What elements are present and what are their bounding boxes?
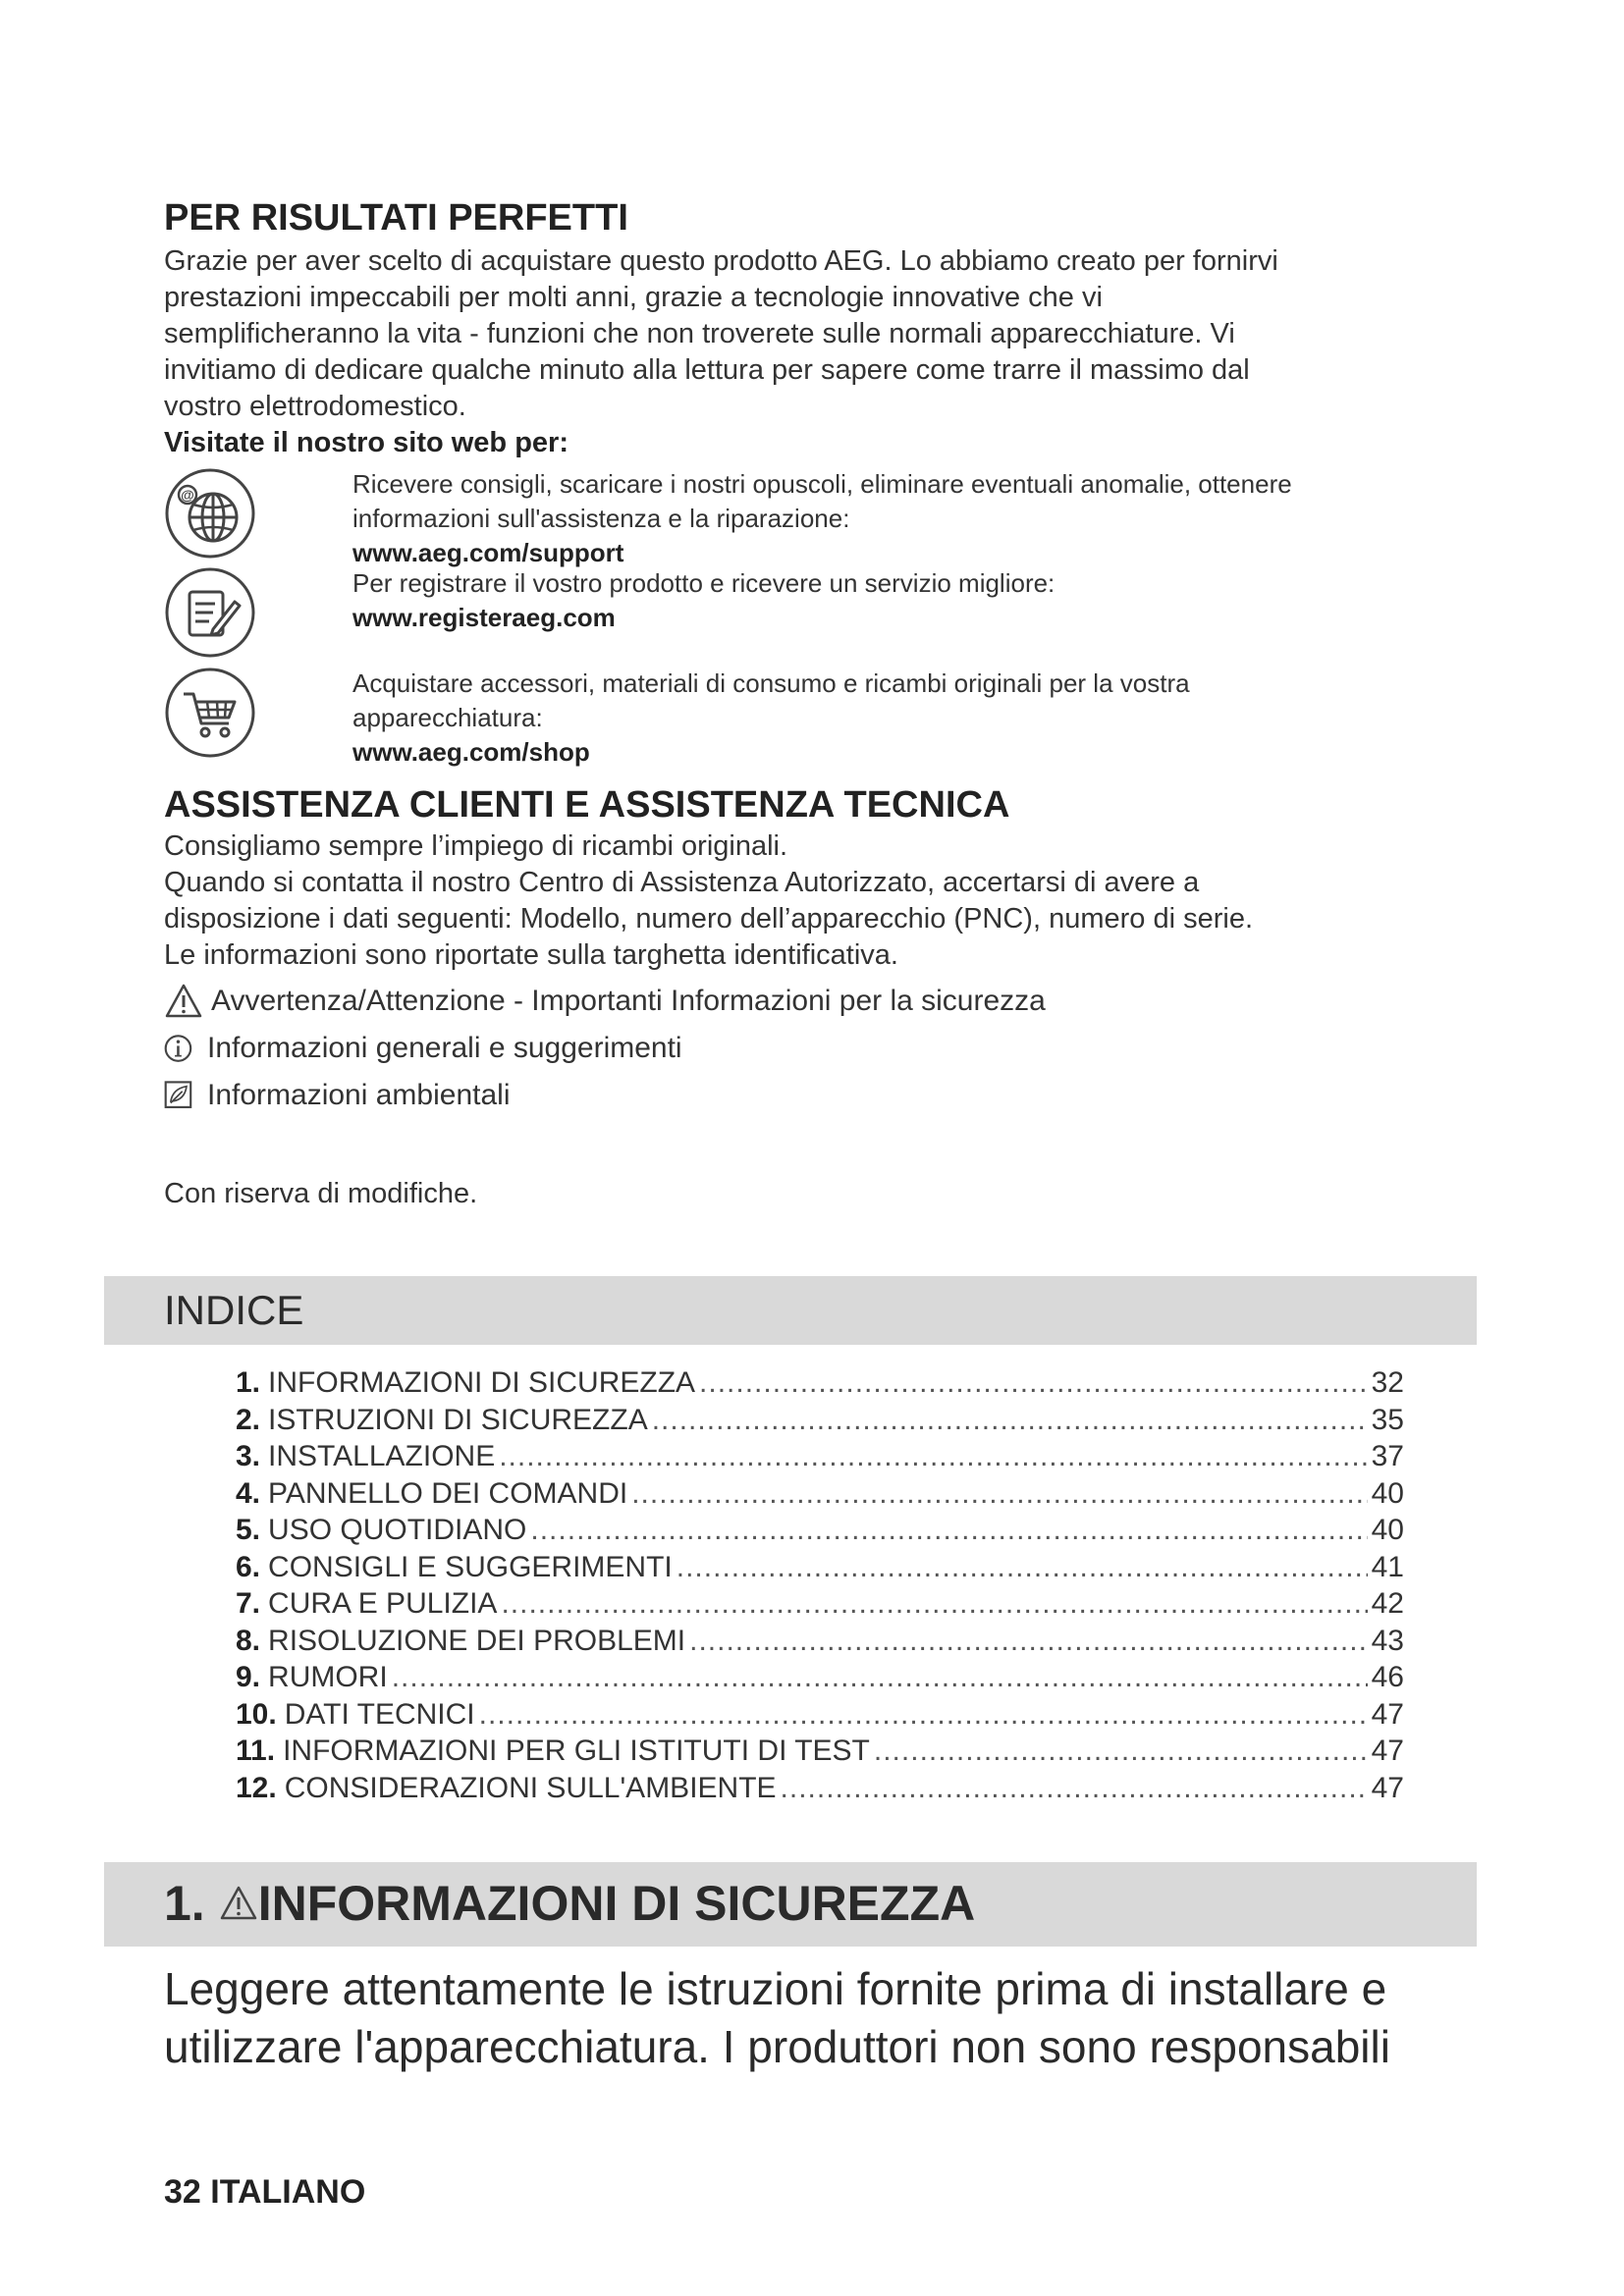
- web-item-shop-line-2: apparecchiatura:: [352, 703, 543, 732]
- service-paragraph-line-2: Quando si contatta il nostro Centro di Assistenza Autorizzato, accertarsi di avere a: [164, 867, 1200, 898]
- toc-entry[interactable]: [236, 1770, 1404, 1807]
- toc-entry-number: 10.: [236, 1697, 277, 1731]
- toc-leader-dots: [677, 1549, 1368, 1586]
- info-icon: [164, 1032, 197, 1065]
- toc-entry-page: 46: [1371, 1661, 1404, 1693]
- toc-entry-number: 9.: [236, 1661, 261, 1693]
- register-form-icon: [164, 566, 256, 659]
- toc-entry[interactable]: [236, 1549, 1404, 1586]
- web-item-shop: [164, 667, 1470, 770]
- toc-entry[interactable]: [236, 1696, 1404, 1734]
- toc-entry-number: 6.: [236, 1550, 261, 1583]
- toc-leader-dots: [530, 1512, 1367, 1549]
- toc-entry-number: 12.: [236, 1771, 277, 1804]
- toc-entry-label: CONSIDERAZIONI SULL'AMBIENTE: [284, 1771, 777, 1804]
- toc-leader-dots: [652, 1402, 1368, 1439]
- toc-leader-dots: [689, 1623, 1368, 1660]
- legend-warning-text: Avvertenza/Attenzione - Importanti Informazioni per la sicurezza: [211, 985, 1046, 1017]
- environment-leaf-icon: [164, 1079, 197, 1112]
- results-paragraph-line-4: invitiamo di dedicare qualche minuto alla lettura per sapere come trarre il massimo dal: [164, 354, 1250, 386]
- toc-entry[interactable]: [236, 1623, 1404, 1660]
- safety-lead-paragraph: [164, 1960, 1480, 2076]
- toc-entry-number: 8.: [236, 1624, 261, 1657]
- support-link[interactable]: www.aeg.com/support: [352, 538, 624, 567]
- toc-leader-dots: [392, 1659, 1368, 1696]
- service-title: ASSISTENZA CLIENTI E ASSISTENZA TECNICA: [164, 784, 1010, 826]
- toc-entry-number: 4.: [236, 1476, 261, 1510]
- results-paragraph-line-1: Grazie per aver scelto di acquistare questo prodotto AEG. Lo abbiamo creato per fornirvi: [164, 245, 1278, 277]
- results-paragraph-line-5: vostro elettrodomestico.: [164, 391, 466, 422]
- toc-entry-label: USO QUOTIDIANO: [268, 1514, 527, 1546]
- toc-entry[interactable]: [236, 1438, 1404, 1475]
- service-paragraph-line-1: Consigliamo sempre l’impiego di ricambi originali.: [164, 830, 788, 862]
- toc-entry-number: 11.: [236, 1735, 276, 1767]
- toc-entry[interactable]: [236, 1585, 1404, 1623]
- toc-leader-dots: [874, 1733, 1368, 1770]
- web-item-support-line-2: informazioni sull'assistenza e la riparazione:: [352, 504, 850, 533]
- toc-entry-label: PANNELLO DEI COMANDI: [268, 1476, 628, 1510]
- svg-text:@: @: [181, 487, 194, 503]
- web-item-shop-line-1: Acquistare accessori, materiali di consumo e ricambi originali per la vostra: [352, 668, 1190, 698]
- intro-section: [164, 196, 1470, 1212]
- index-header-band: [104, 1276, 1477, 1345]
- toc-entry-page: 42: [1371, 1587, 1404, 1620]
- safety-heading: [164, 1873, 975, 1934]
- web-item-register: [164, 566, 1470, 659]
- legend-environment-text: Informazioni ambientali: [207, 1079, 511, 1111]
- toc-entry-page: 32: [1371, 1366, 1404, 1399]
- toc-entry-page: 47: [1371, 1771, 1404, 1804]
- warning-triangle-icon: [164, 982, 203, 1021]
- results-title: PER RISULTATI PERFETTI: [164, 197, 628, 239]
- legend-environment: [164, 1072, 1470, 1119]
- register-link[interactable]: www.registeraeg.com: [352, 603, 616, 632]
- shopping-cart-icon: [164, 667, 256, 759]
- toc-entry-page: 43: [1371, 1624, 1404, 1657]
- toc-entry-label: CONSIGLI E SUGGERIMENTI: [268, 1550, 673, 1583]
- results-paragraph-line-2: prestazioni impeccabili per molti anni, grazie a tecnologie innovative che vi: [164, 282, 1103, 313]
- visit-label: Visitate il nostro sito web per:: [164, 427, 568, 458]
- toc-leader-dots: [631, 1475, 1367, 1513]
- toc-entry-label: CURA E PULIZIA: [268, 1587, 498, 1620]
- web-item-support-text: [352, 467, 1292, 570]
- web-item-register-text: [352, 566, 1055, 635]
- legend-info-text: Informazioni generali e suggerimenti: [207, 1032, 682, 1064]
- legend-info: [164, 1025, 1470, 1072]
- legend-warning: [164, 978, 1470, 1025]
- toc-entry-page: 41: [1371, 1550, 1404, 1583]
- toc-leader-dots: [781, 1770, 1368, 1807]
- globe-icon: [164, 467, 256, 560]
- safety-lead-line-1: Leggere attentamente le istruzioni fornite prima di installare e: [164, 1963, 1387, 2014]
- toc-leader-dots: [499, 1438, 1367, 1475]
- toc-entry-label: RUMORI: [268, 1661, 388, 1693]
- index-title: INDICE: [164, 1287, 304, 1333]
- toc-entry-label: INFORMAZIONI PER GLI ISTITUTI DI TEST: [283, 1735, 870, 1767]
- toc-entry-page: 35: [1371, 1403, 1404, 1436]
- modification-note: Con riserva di modifiche.: [164, 1178, 478, 1209]
- toc-entry[interactable]: [236, 1402, 1404, 1439]
- toc-leader-dots: [699, 1364, 1368, 1402]
- toc-entry-number: 3.: [236, 1440, 261, 1472]
- warning-triangle-icon: [219, 1884, 258, 1923]
- toc-leader-dots: [479, 1696, 1368, 1734]
- toc-entry-number: 1.: [236, 1366, 261, 1399]
- toc-entry-number: 2.: [236, 1403, 261, 1436]
- toc-entry-page: 47: [1371, 1697, 1404, 1731]
- toc-entry-label: DATI TECNICI: [284, 1697, 475, 1731]
- toc-entry[interactable]: [236, 1659, 1404, 1696]
- toc-entry-page: 40: [1371, 1476, 1404, 1510]
- page-footer: 32 ITALIANO: [164, 2173, 366, 2211]
- web-item-support-line-1: Ricevere consigli, scaricare i nostri opuscoli, eliminare eventuali anomalie, ottenere: [352, 469, 1292, 499]
- toc-entry-number: 5.: [236, 1514, 261, 1546]
- toc-entry-label: INSTALLAZIONE: [268, 1440, 496, 1472]
- toc-entry-number: 7.: [236, 1587, 261, 1620]
- toc-entry-label: RISOLUZIONE DEI PROBLEMI: [268, 1624, 686, 1657]
- table-of-contents: [236, 1364, 1404, 1806]
- service-paragraph-line-4: Le informazioni sono riportate sulla targhetta identificativa.: [164, 939, 898, 971]
- results-paragraph-line-3: semplificheranno la vita - funzioni che non troverete sulle normali apparecchiature. Vi: [164, 318, 1235, 349]
- shop-link[interactable]: www.aeg.com/shop: [352, 737, 590, 767]
- toc-entry[interactable]: [236, 1364, 1404, 1402]
- toc-entry[interactable]: [236, 1733, 1404, 1770]
- web-item-shop-text: [352, 667, 1190, 770]
- toc-entry-page: 40: [1371, 1514, 1404, 1546]
- toc-entry-page: 37: [1371, 1440, 1404, 1472]
- safety-lead-line-2: utilizzare l'apparecchiatura. I produttori non sono responsabili: [164, 2021, 1390, 2072]
- web-item-register-line-1: Per registrare il vostro prodotto e ricevere un servizio migliore:: [352, 568, 1056, 598]
- toc-entry-label: ISTRUZIONI DI SICUREZZA: [268, 1403, 648, 1436]
- service-paragraph-line-3: disposizione i dati seguenti: Modello, numero dell’apparecchio (PNC), numero di serie.: [164, 903, 1254, 934]
- toc-entry-page: 47: [1371, 1735, 1404, 1767]
- toc-entry[interactable]: [236, 1475, 1404, 1513]
- safety-title: INFORMAZIONI DI SICUREZZA: [257, 1876, 976, 1931]
- toc-leader-dots: [501, 1585, 1367, 1623]
- safety-section-number: 1.: [164, 1876, 205, 1931]
- web-item-support: [164, 467, 1470, 570]
- toc-entry-label: INFORMAZIONI DI SICUREZZA: [268, 1366, 696, 1399]
- toc-entry[interactable]: [236, 1512, 1404, 1549]
